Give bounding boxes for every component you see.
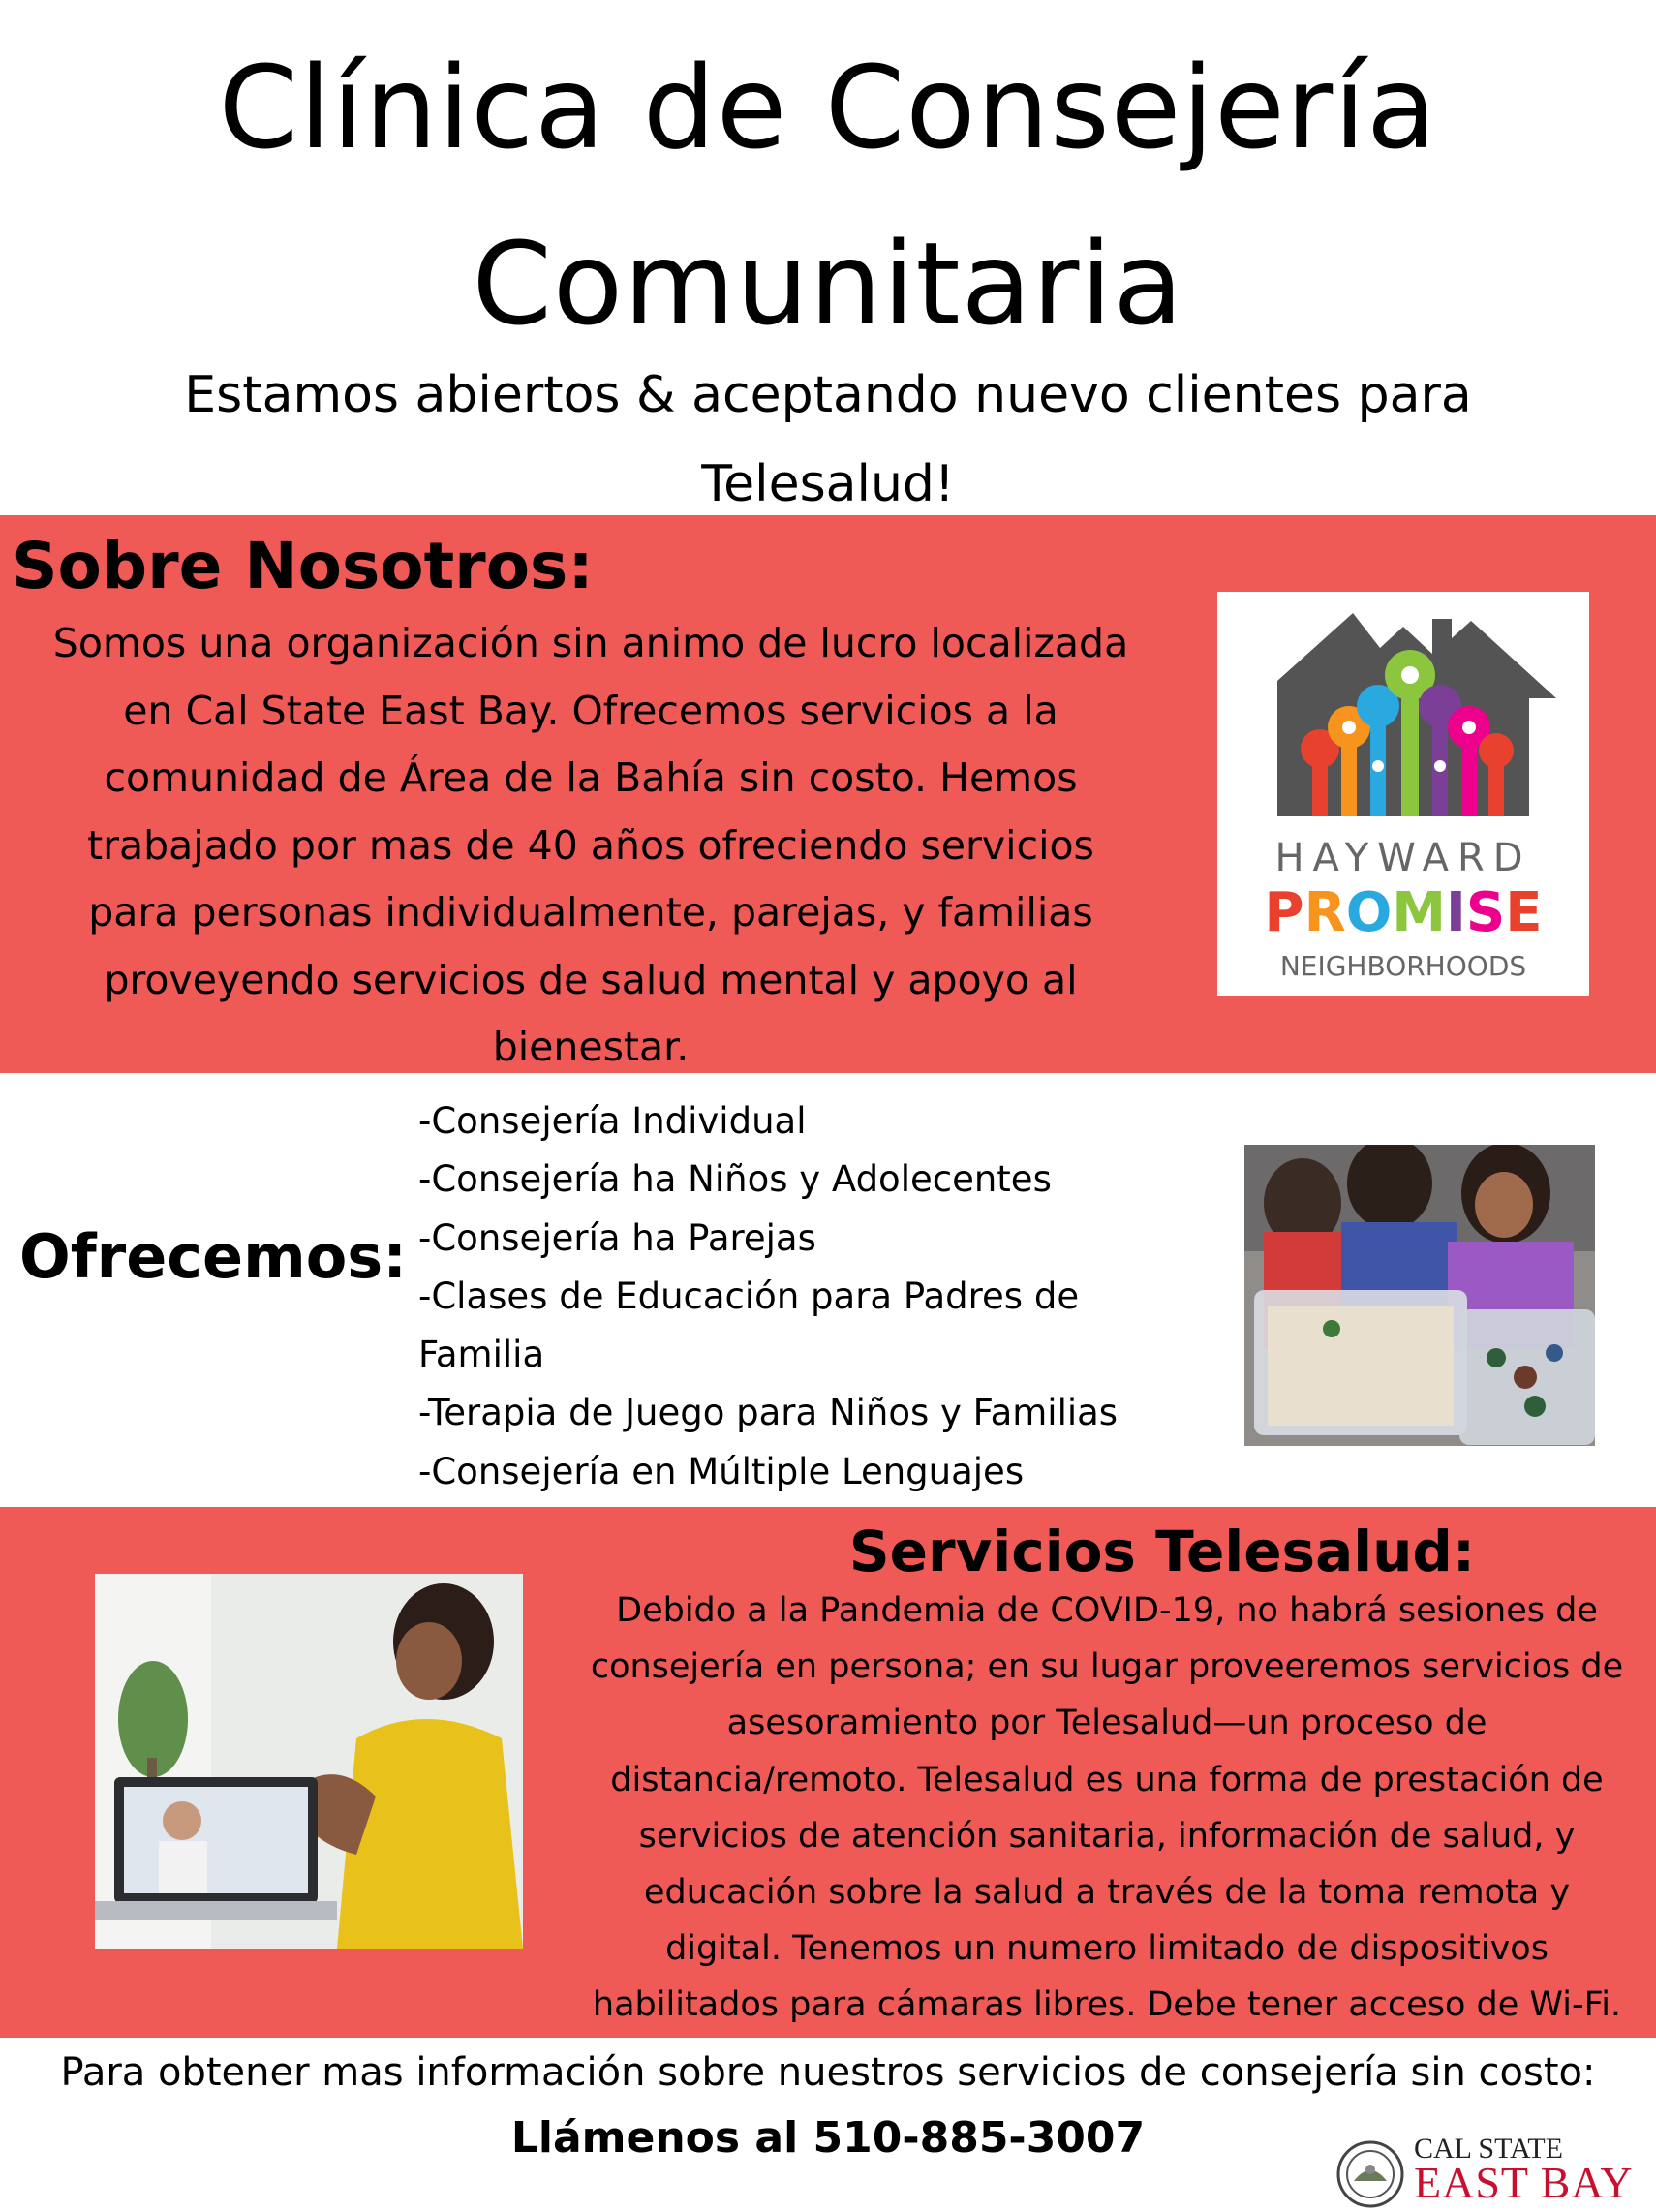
telehealth-line: digital. Tenemos un numero limitado de dispositivos — [665, 1929, 1549, 1969]
about-line: Somos una organización sin animo de lucro localizada — [52, 620, 1129, 666]
about-line: en Cal State East Bay. Ofrecemos servicios a la — [123, 687, 1058, 734]
brand-cal-state: CAL STATE — [1414, 2133, 1563, 2165]
video-call-laptop-photo — [95, 1574, 523, 1949]
subtitle-line-1: Estamos abiertos & aceptando nuevo clientes para — [184, 366, 1472, 424]
page-title — [0, 19, 1656, 372]
telehealth-line: asesoramiento por Telesalud—un proceso de — [726, 1704, 1487, 1743]
list-item: -Consejería Individual — [418, 1100, 807, 1142]
page-subtitle — [39, 351, 1617, 529]
list-item: Familia — [418, 1334, 545, 1376]
about-heading: Sobre Nosotros: — [12, 529, 594, 603]
footer-info: Para obtener mas información sobre nuestros servicios de consejería sin costo: — [60, 2050, 1596, 2095]
about-line: proveyendo servicios de salud mental y apoyo al — [104, 956, 1078, 1003]
university-seal-icon — [1336, 2140, 1404, 2208]
brand-east-bay: EAST BAY — [1414, 2158, 1634, 2207]
offer-heading: Ofrecemos: — [19, 1221, 408, 1292]
list-item: -Consejería ha Niños y Adolecentes — [418, 1158, 1052, 1201]
telehealth-line: distancia/remoto. Telesalud es una forma de prestación de — [610, 1760, 1604, 1799]
logo-word-hayward: HAYWARD — [1274, 836, 1532, 880]
title-line-2: Comunitaria — [472, 217, 1184, 351]
list-item: -Consejería ha Parejas — [418, 1216, 816, 1259]
footer-phone: Llámenos al 510-885-3007 — [510, 2113, 1146, 2163]
offer-list — [418, 1092, 1193, 1501]
list-item: -Terapia de Juego para Niños y Familias — [418, 1392, 1119, 1434]
telehealth-line: servicios de atención sanitaria, información de salud, y — [638, 1816, 1576, 1856]
list-item: -Clases de Educación para Padres de — [418, 1275, 1080, 1317]
telehealth-body — [569, 1582, 1644, 2034]
logo-word-promise: PROMISE — [1264, 881, 1543, 944]
about-line: trabajado por mas de 40 años ofreciendo servicios — [87, 821, 1094, 869]
about-line: bienestar. — [492, 1024, 690, 1070]
telehealth-line: Debido a la Pandemia de COVID-19, no habrá sesiones de — [616, 1591, 1598, 1630]
children-sand-play-photo — [1244, 1145, 1595, 1446]
about-body — [19, 610, 1162, 1082]
about-line: comunidad de Área de la Bahía sin costo. Hemos — [104, 754, 1078, 801]
telehealth-line: consejería en persona; en su lugar proveeremos servicios de — [590, 1647, 1624, 1687]
hayward-promise-logo — [1217, 592, 1589, 996]
title-line-1: Clínica de Consejería — [218, 41, 1438, 174]
telehealth-line: habilitados para cámaras libres. Debe tener acceso de Wi-Fi. — [592, 1985, 1622, 2025]
logo-word-neighborhoods: NEIGHBORHOODS — [1279, 950, 1527, 982]
telehealth-line: educación sobre la salud a través de la toma remota y — [643, 1873, 1571, 1913]
subtitle-line-2: Telesalud! — [701, 455, 955, 513]
telehealth-heading: Servicios Telesalud: — [848, 1519, 1476, 1584]
list-item: -Consejería en Múltiple Lenguajes — [418, 1450, 1025, 1492]
about-line: para personas individualmente, parejas, y familias — [88, 889, 1093, 936]
